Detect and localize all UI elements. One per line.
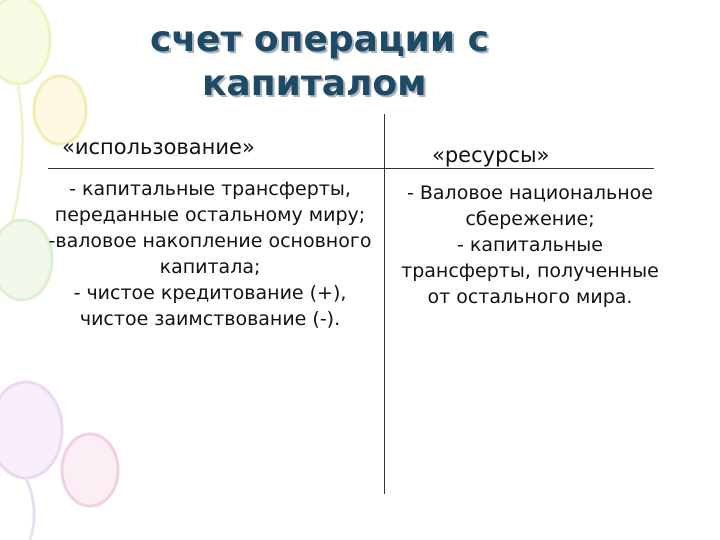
left-item: - капитальные трансферты, переданные остальному миру; — [54, 178, 366, 226]
left-item: -валовое накопление основного капитала; — [48, 230, 372, 278]
column-divider — [384, 114, 385, 494]
header-rule-right — [384, 168, 654, 169]
left-item: - чистое кредитование (+), чистое заимствование (-). — [73, 282, 347, 330]
page-title — [150, 18, 620, 106]
header-rule-left — [48, 168, 384, 169]
left-column-header: «использование» — [62, 135, 255, 159]
right-column-content — [390, 180, 670, 310]
left-column-content — [40, 176, 380, 332]
title-line-2: капиталом — [202, 63, 427, 104]
right-column-header: «ресурсы» — [432, 143, 550, 167]
right-item: - Валовое национальное сбережение; — [406, 182, 653, 230]
title-line-1: счет операции с — [150, 19, 489, 60]
right-item: - капитальные трансферты, полученные от остального мира. — [401, 234, 659, 308]
